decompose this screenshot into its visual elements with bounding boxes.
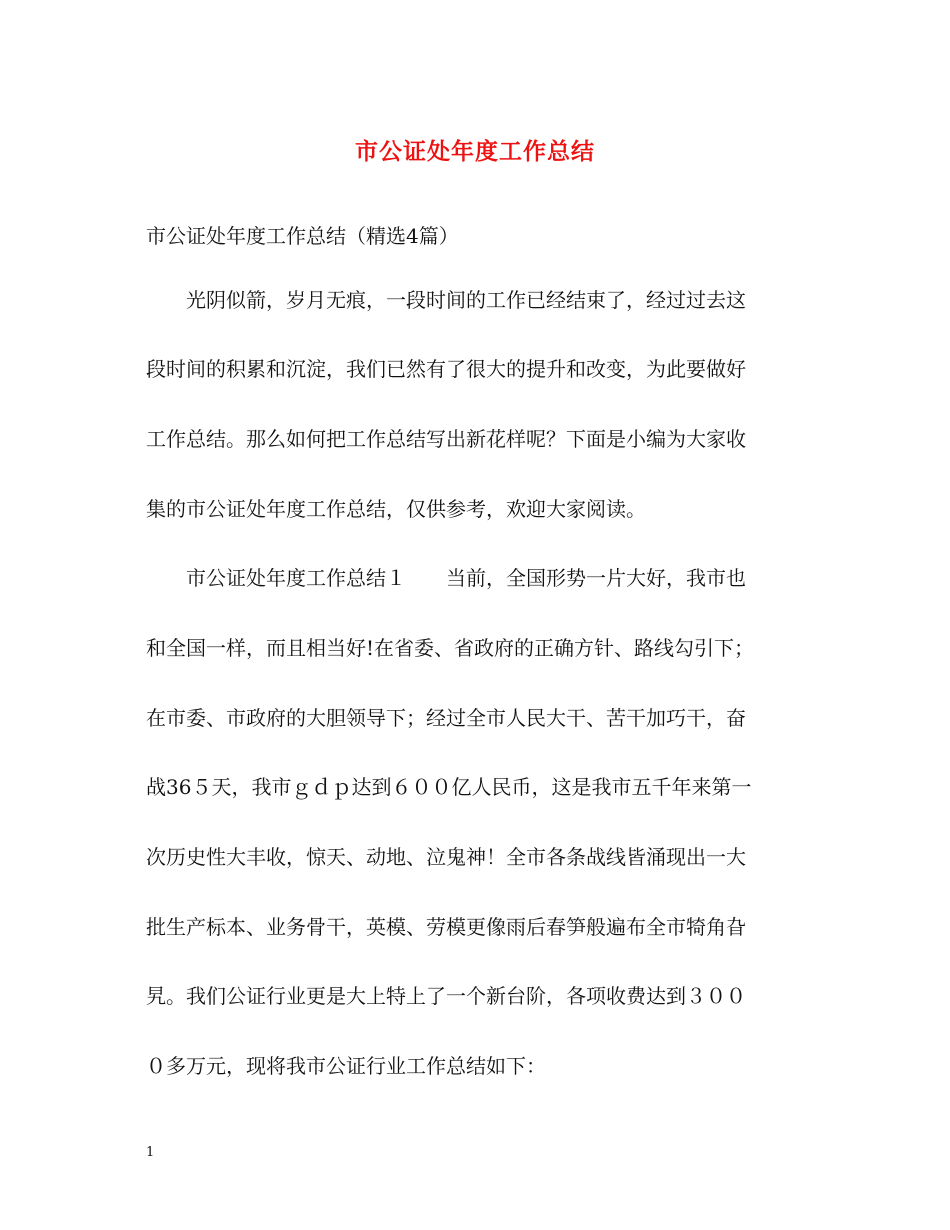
paragraph-line: 在市委、市政府的大胆领导下；经过全市人民大干、苦干加巧干，奋 (146, 706, 746, 730)
paragraph-line: ０多万元，现将我市公证行业工作总结如下： (146, 1054, 546, 1078)
document-title: 市公证处年度工作总结 (355, 138, 595, 165)
paragraph-line: 战36５天，我市ｇｄｐ达到６００亿人民币，这是我市五千年来第一 (146, 775, 752, 799)
paragraph-line: 旯。我们公证行业更是大上特上了一个新台阶，各项收费达到３００ (146, 984, 746, 1008)
paragraph-line: 段时间的积累和沉淀，我们已然有了很大的提升和改变，为此要做好 (146, 357, 746, 381)
paragraph-line: 工作总结。那么如何把工作总结写出新花样呢？下面是小编为大家收 (146, 427, 746, 451)
paragraph-line: 市公证处年度工作总结１ 当前，全国形势一片大好，我市也 (146, 566, 746, 590)
paragraph-line: 批生产标本、业务骨干，英模、劳模更像雨后春笋般遍布全市犄角旮 (146, 915, 746, 939)
page-number: 1 (146, 1145, 155, 1160)
paragraph-line: 集的市公证处年度工作总结，仅供参考，欢迎大家阅读。 (146, 497, 646, 521)
paragraph-line: 次历史性大丰收，惊天、动地、泣鬼神！全市各条战线皆涌现出一大 (146, 845, 746, 869)
document-subtitle: 市公证处年度工作总结（精选4篇） (146, 224, 459, 248)
paragraph-line: 和全国一样，而且相当好!在省委、省政府的正确方针、路线勾引下； (146, 636, 755, 660)
paragraph-line: 光阴似箭，岁月无痕，一段时间的工作已经结束了，经过过去这 (146, 288, 746, 312)
